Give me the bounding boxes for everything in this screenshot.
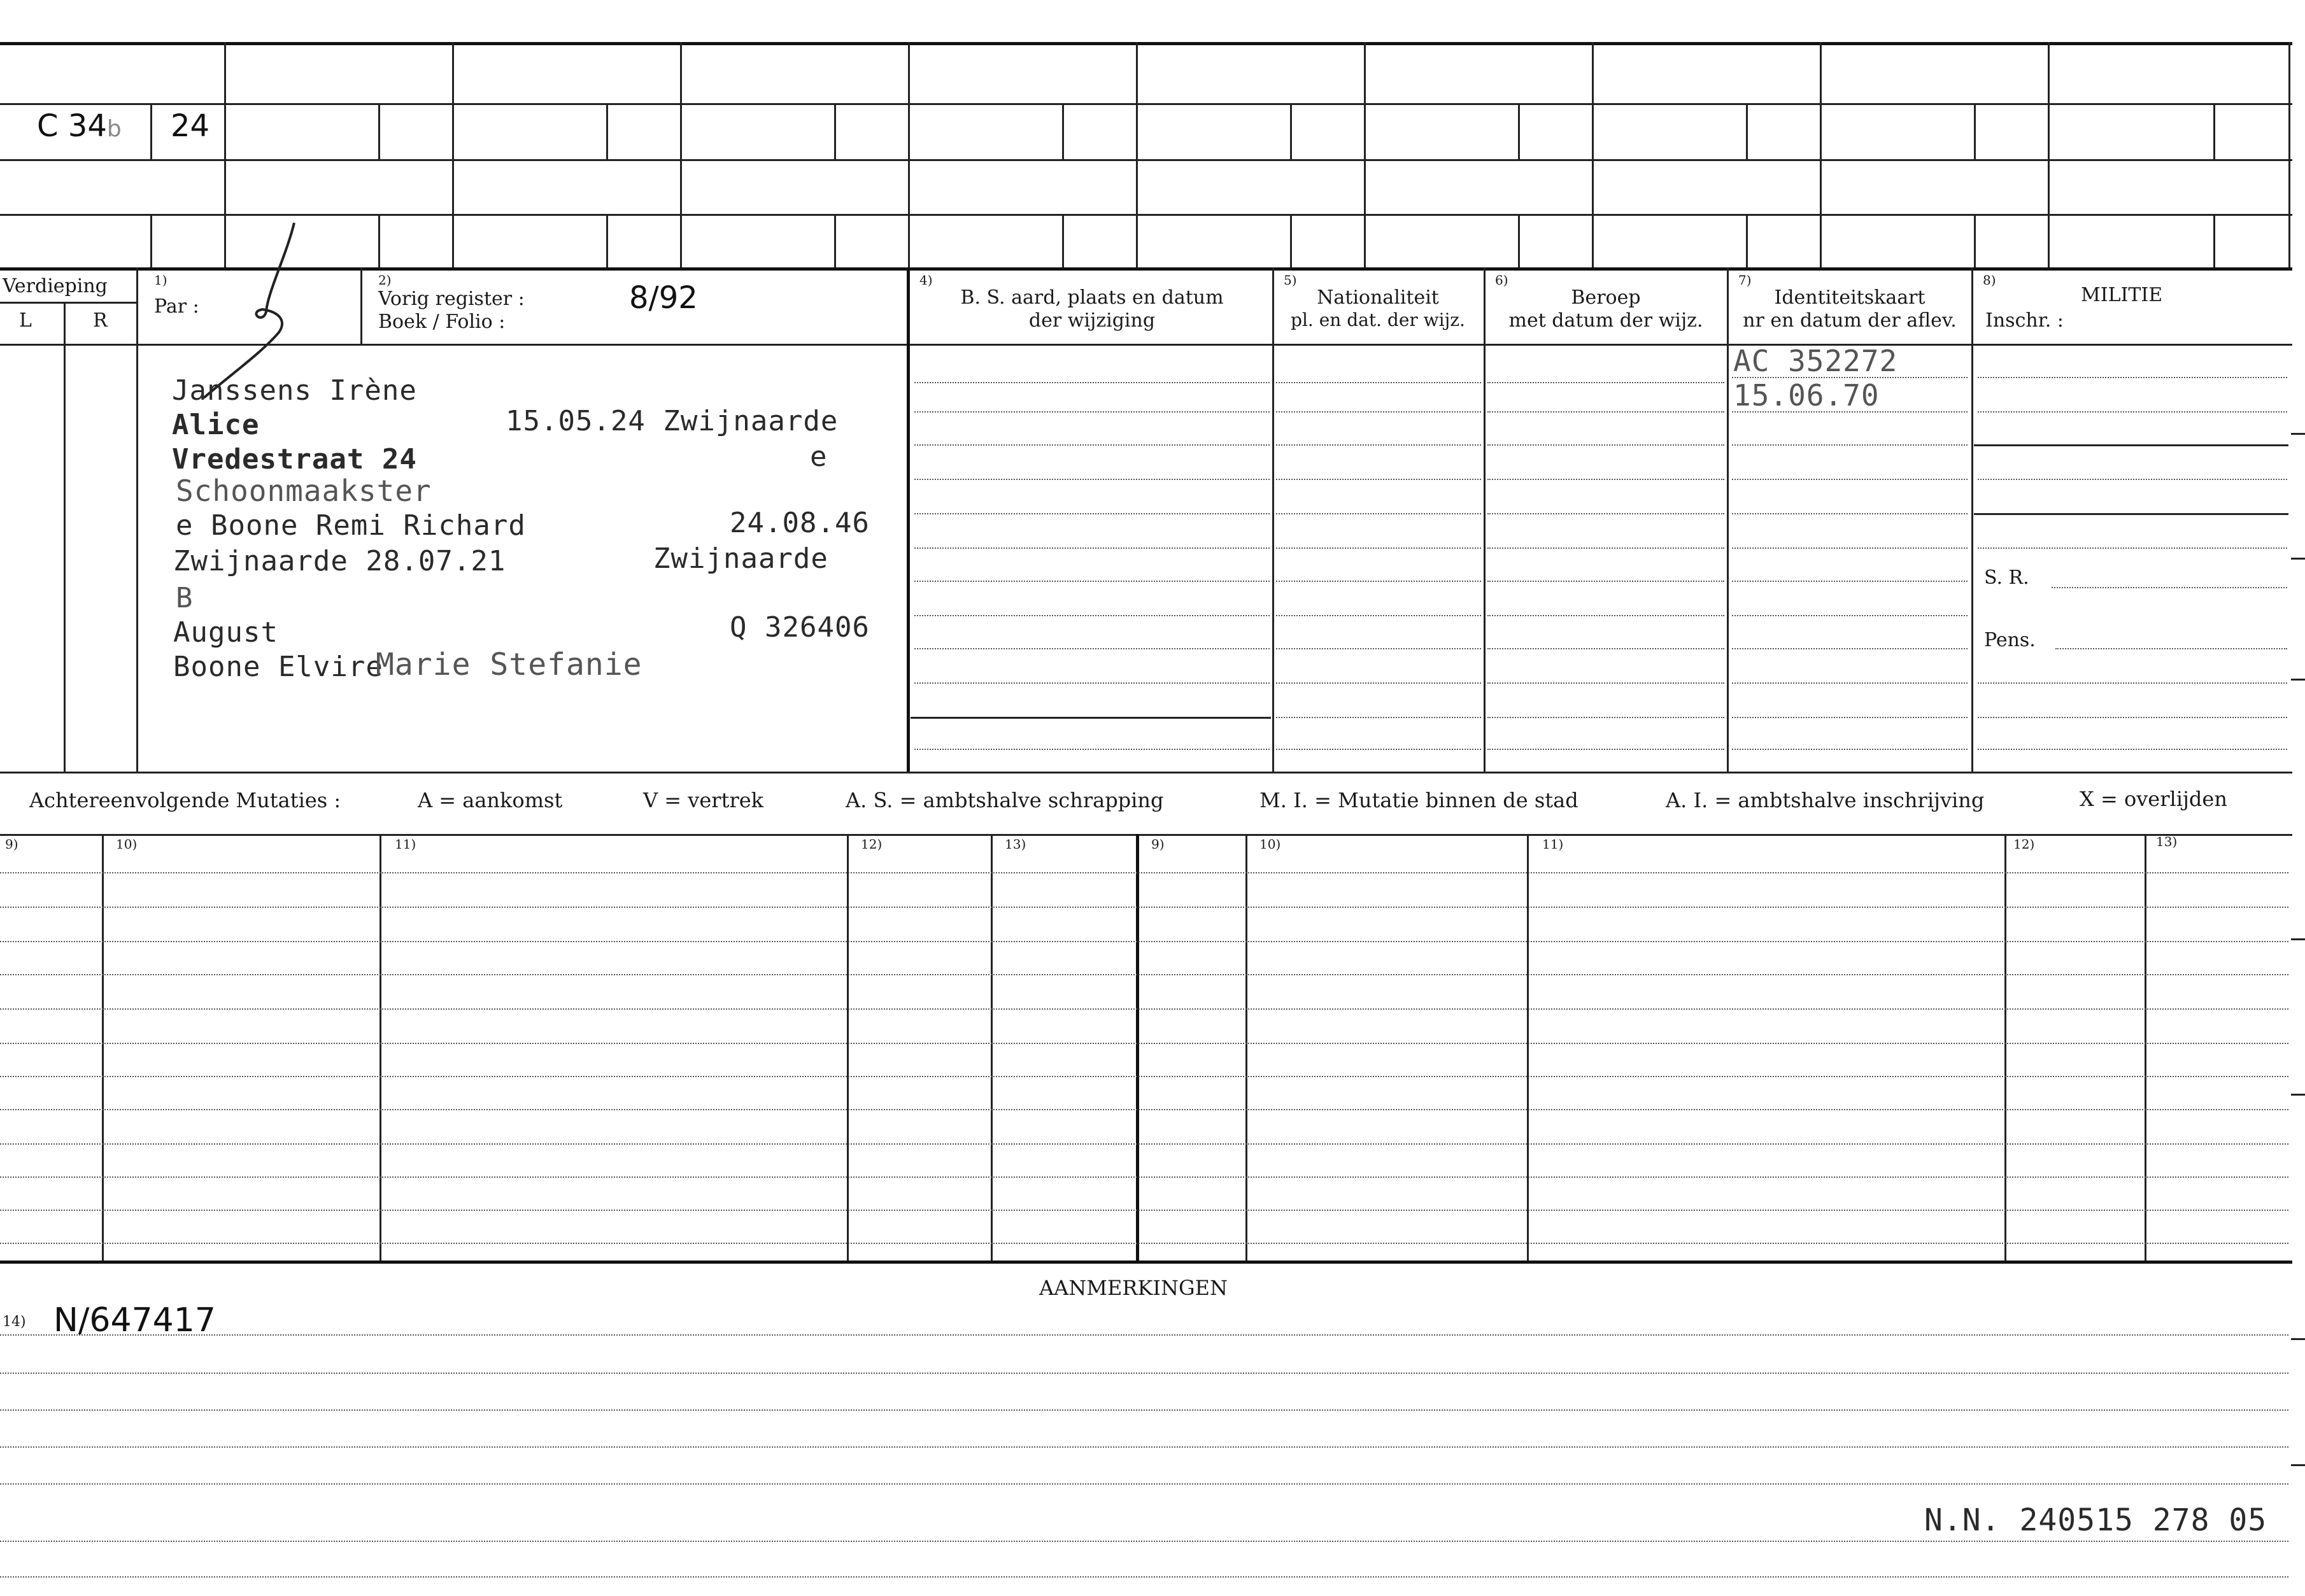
grid-row-line xyxy=(0,159,2292,161)
dotted-line xyxy=(914,411,1270,413)
dotted-line xyxy=(1487,682,1724,684)
par-label: Par : xyxy=(154,295,199,318)
dotted-line xyxy=(1276,717,1481,718)
dotted-line xyxy=(1276,479,1481,480)
dotted-line xyxy=(1978,682,2287,684)
col-divider xyxy=(360,267,362,344)
mut-col-line xyxy=(379,834,381,1262)
grid-minor-line xyxy=(1062,103,1064,159)
dotted-line xyxy=(914,444,1270,446)
dotted-line xyxy=(0,941,2288,942)
legend-item: X = overlijden xyxy=(2080,787,2227,811)
grid-col-line xyxy=(2288,42,2290,267)
dotted-line xyxy=(1732,749,1968,750)
legend-item: V = vertrek xyxy=(643,788,764,812)
dotted-line xyxy=(1487,717,1724,718)
dotted-line xyxy=(1732,615,1968,616)
grid-minor-line xyxy=(1974,214,1976,267)
col-divider xyxy=(136,267,138,773)
dotted-line xyxy=(1978,547,2287,549)
grid-minor-line xyxy=(150,214,152,267)
dotted-line xyxy=(1276,547,1481,549)
grid-col-line xyxy=(1136,42,1138,267)
dotted-line xyxy=(0,1446,2288,1448)
dotted-line xyxy=(0,1043,2288,1044)
legend-item: A = aankomst xyxy=(418,788,563,812)
lr-divider xyxy=(64,302,66,773)
col-divider xyxy=(1272,267,1274,773)
grid-col-line xyxy=(1820,42,1822,267)
dotted-line xyxy=(0,1483,2288,1485)
field-number: 4) xyxy=(919,272,933,288)
dotted-line xyxy=(0,1143,2288,1145)
mut-col-number: 9) xyxy=(1151,837,1165,852)
mut-col-number: 11) xyxy=(395,837,416,852)
col-divider xyxy=(1484,267,1486,773)
legend-item: A. I. = ambtshalve inschrijving xyxy=(1666,788,1985,812)
grid-col-line xyxy=(1364,42,1366,267)
mut-col-number: 10) xyxy=(116,837,138,852)
grid-minor-line xyxy=(1518,214,1520,267)
grid-col-line xyxy=(908,42,910,267)
dotted-line xyxy=(1978,749,2287,750)
grid-minor-line xyxy=(1290,214,1292,267)
margin-tick xyxy=(2291,433,2305,435)
father-name: August xyxy=(173,616,278,649)
grid-minor-line xyxy=(1746,103,1748,159)
verdieping-label: Verdieping xyxy=(3,275,108,297)
dotted-line xyxy=(1732,411,1968,413)
dotted-line xyxy=(914,382,1270,383)
militie-header: MILITIE xyxy=(2081,284,2163,306)
field-number: 1) xyxy=(154,272,167,288)
marriage-date: 24.08.46 xyxy=(730,507,870,539)
mut-col-number: 13) xyxy=(2156,834,2178,849)
bs-header-line2: der wijziging xyxy=(1028,309,1156,332)
remarks-title: AANMERKINGEN xyxy=(1039,1276,1228,1300)
margin-tick xyxy=(2291,1094,2305,1096)
boek-folio-label: Boek / Folio : xyxy=(378,311,506,333)
pens-field xyxy=(2055,648,2287,649)
mutations-title: Achtereenvolgende Mutaties : xyxy=(29,788,341,812)
left-label: L xyxy=(19,309,32,332)
marriage-place: Zwijnaarde xyxy=(653,542,828,575)
mut-col-line xyxy=(1245,834,1247,1262)
mut-col-number: 12) xyxy=(2013,837,2035,852)
dotted-line xyxy=(1732,717,1968,718)
mut-col-number: 12) xyxy=(861,837,883,852)
dotted-line xyxy=(914,581,1270,582)
grid-col-line xyxy=(1592,42,1594,267)
mut-col-number: 9) xyxy=(5,837,18,852)
grid-minor-line xyxy=(834,103,836,159)
grid-minor-line xyxy=(1290,103,1292,159)
occupation: Schoonmaakster xyxy=(176,474,432,508)
margin-tick xyxy=(2291,938,2305,940)
block-bottom-line xyxy=(0,772,2292,773)
grid-row-line xyxy=(0,103,2292,105)
mutations-top-line xyxy=(0,834,2292,836)
grid-col-line xyxy=(452,42,454,267)
dotted-line xyxy=(1978,717,2287,718)
address-suffix: e xyxy=(810,441,828,473)
dotted-line xyxy=(914,547,1270,549)
identiteitskaart-subheader: nr en datum der aflev. xyxy=(1743,309,1957,332)
dotted-line xyxy=(1276,411,1481,413)
field-number: 7) xyxy=(1738,272,1752,288)
grid-minor-line xyxy=(1062,214,1064,267)
dotted-line xyxy=(914,479,1270,480)
mother-given-names: Marie Stefanie xyxy=(376,647,642,682)
right-label: R xyxy=(93,309,108,332)
dotted-line xyxy=(1487,749,1724,750)
grid-col-line xyxy=(680,42,682,267)
field-number: 2) xyxy=(378,272,392,288)
col-divider xyxy=(1727,267,1729,773)
dotted-line xyxy=(1978,411,2287,413)
dotted-line xyxy=(0,1576,2288,1578)
dotted-line xyxy=(1487,411,1724,413)
vorig-register-label: Vorig register : xyxy=(378,288,525,310)
dotted-line xyxy=(0,1541,2288,1542)
header-bottom-line xyxy=(0,344,2292,346)
mut-col-number: 11) xyxy=(1542,837,1564,852)
col-divider xyxy=(907,267,910,773)
grid-minor-line xyxy=(150,103,152,159)
spouse: e Boone Remi Richard xyxy=(176,509,526,542)
mut-col-line xyxy=(847,834,849,1262)
col-divider xyxy=(1971,267,1973,773)
dotted-line xyxy=(1978,479,2287,480)
field-number: 8) xyxy=(1983,272,1996,288)
grid-minor-line xyxy=(606,103,608,159)
block-line xyxy=(1974,444,2288,446)
dotted-line xyxy=(0,1373,2288,1374)
spouse-birth: Zwijnaarde 28.07.21 xyxy=(173,545,506,577)
dotted-line xyxy=(1732,444,1968,446)
dotted-line xyxy=(914,513,1270,514)
dotted-line xyxy=(1978,377,2287,378)
dotted-line xyxy=(0,1008,2288,1010)
vorig-register-value: 8/92 xyxy=(629,280,698,316)
dotted-line xyxy=(1276,749,1481,750)
pens-label: Pens. xyxy=(1984,629,2036,651)
dotted-line xyxy=(914,615,1270,616)
dotted-line xyxy=(1732,581,1968,582)
sr-field xyxy=(2052,587,2287,588)
grid-minor-line xyxy=(834,214,836,267)
dotted-line xyxy=(0,1076,2288,1077)
dotted-line xyxy=(1276,513,1481,514)
grid-minor-line xyxy=(2213,103,2215,159)
grid-row-line xyxy=(0,267,2292,271)
top-border xyxy=(0,42,2292,45)
dotted-line xyxy=(0,1176,2288,1178)
dotted-line xyxy=(914,749,1270,750)
dotted-line xyxy=(914,648,1270,649)
inschr-label: Inschr. : xyxy=(1985,309,2064,332)
block-line xyxy=(1974,513,2288,515)
grid-minor-line xyxy=(2213,214,2215,267)
dotted-line xyxy=(1276,444,1481,446)
dotted-line xyxy=(1732,682,1968,684)
grid-minor-line xyxy=(1746,214,1748,267)
dotted-line xyxy=(0,974,2288,975)
margin-tick xyxy=(2291,679,2305,681)
mut-col-line xyxy=(2004,834,2006,1262)
field-number: 6) xyxy=(1495,272,1508,288)
dotted-line xyxy=(0,907,2288,908)
legend-item: A. S. = ambtshalve schrapping xyxy=(846,788,1164,812)
dotted-line xyxy=(1487,444,1724,446)
dotted-line xyxy=(1487,547,1724,549)
dotted-line xyxy=(1732,648,1968,649)
national-number: N.N. 240515 278 05 xyxy=(1924,1502,2267,1538)
margin-tick xyxy=(2291,1464,2305,1466)
block-line xyxy=(911,717,1271,719)
legend-item: M. I. = Mutatie binnen de stad xyxy=(1259,788,1578,812)
reference-code: Q 326406 xyxy=(730,611,870,644)
verdieping-divider xyxy=(0,302,136,304)
mut-col-line xyxy=(2145,834,2146,1262)
nationaliteit-header: Nationaliteit xyxy=(1317,286,1439,309)
grid-col-line xyxy=(2048,42,2050,267)
remarks-value: N/647417 xyxy=(53,1301,216,1339)
dotted-line xyxy=(0,1109,2288,1110)
dotted-line xyxy=(1276,648,1481,649)
register-code: C 34b xyxy=(37,108,122,144)
mut-col-number: 13) xyxy=(1005,837,1026,852)
beroep-header: Beroep xyxy=(1571,286,1641,309)
nationaliteit-subheader: pl. en dat. der wijz. xyxy=(1291,309,1465,330)
mother-name: Boone Elvire xyxy=(173,651,383,683)
dotted-line xyxy=(0,1210,2288,1211)
grid-row-line xyxy=(0,214,2292,216)
dotted-line xyxy=(1487,382,1724,383)
mut-col-line xyxy=(991,834,993,1262)
identiteitskaart-header: Identiteitskaart xyxy=(1774,286,1926,309)
grid-minor-line xyxy=(1518,103,1520,159)
dotted-line xyxy=(1276,615,1481,616)
grid-minor-line xyxy=(606,214,608,267)
mutations-bottom-line xyxy=(0,1261,2292,1264)
mut-col-line xyxy=(102,834,104,1262)
dotted-line xyxy=(1276,382,1481,383)
dotted-line xyxy=(914,682,1270,684)
beroep-subheader: met datum der wijz. xyxy=(1508,309,1703,332)
mut-col-line xyxy=(1136,834,1139,1262)
dotted-line xyxy=(1487,615,1724,616)
dotted-line xyxy=(0,1243,2288,1244)
mut-col-line xyxy=(1527,834,1529,1262)
grid-minor-line xyxy=(1974,103,1976,159)
field-number: 14) xyxy=(3,1314,26,1330)
field-number: 5) xyxy=(1284,272,1297,288)
mut-col-number: 10) xyxy=(1259,837,1281,852)
dotted-line xyxy=(1487,479,1724,480)
grid-minor-line xyxy=(378,214,380,267)
dotted-line xyxy=(1732,479,1968,480)
dotted-line xyxy=(0,872,2288,873)
birth-date-place: 15.05.24 Zwijnaarde xyxy=(506,405,839,437)
person-name: Janssens Irène xyxy=(172,374,417,407)
dotted-line xyxy=(1276,581,1481,582)
dotted-line xyxy=(1487,648,1724,649)
dotted-line xyxy=(1487,513,1724,514)
dotted-line xyxy=(0,1409,2288,1411)
margin-tick xyxy=(2291,558,2305,560)
address: Vredestraat 24 xyxy=(172,443,417,476)
margin-tick xyxy=(2291,1338,2305,1340)
person-second-name: Alice xyxy=(172,409,260,441)
identity-card-number: AC 352272 xyxy=(1733,344,1898,378)
identity-card-date: 15.06.70 xyxy=(1733,378,1880,413)
dotted-line xyxy=(1732,377,1968,378)
grid-minor-line xyxy=(378,103,380,159)
dotted-line xyxy=(1732,547,1968,549)
dotted-line xyxy=(1487,581,1724,582)
bs-header-line1: B. S. aard, plaats en datum xyxy=(960,286,1224,309)
dotted-line xyxy=(1276,682,1481,684)
dotted-line xyxy=(1732,513,1968,514)
register-number: 24 xyxy=(171,108,210,144)
status-letter: B xyxy=(176,582,194,614)
sr-label: S. R. xyxy=(1984,567,2029,589)
dotted-line xyxy=(0,1334,2288,1336)
